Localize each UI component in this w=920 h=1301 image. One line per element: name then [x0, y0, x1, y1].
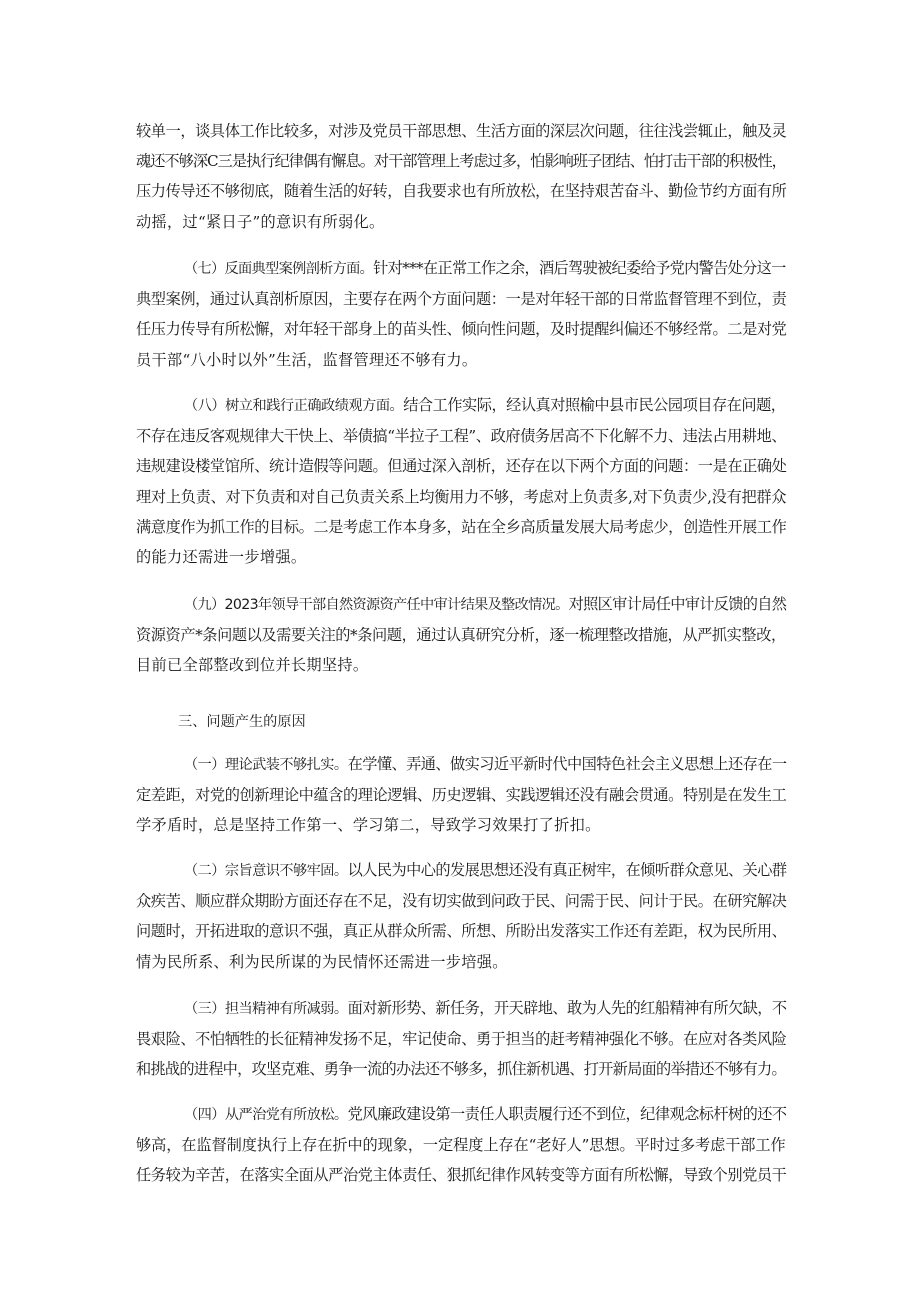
paragraph-lead: （一）理论武装不够扎实。: [184, 757, 348, 773]
text-line: 任务较为辛苦，在落实全面从严治党主体责任、狠抓纪律作风转变等方面有所松懈，导致个别党员干: [136, 1166, 787, 1185]
text-line-rest: 结合工作实际，经认真对照榆中县市民公园项目存在问题，: [403, 396, 786, 414]
text-line-first: [136, 1099, 786, 1130]
text-line: 任压力传导有所松懈，对年轻干部身上的苗头性、倾向性问题，及时提醒纠偏还不够经常。二是对党: [136, 320, 787, 339]
paragraph-audit-results: [136, 589, 786, 681]
text-line-first: [136, 253, 786, 284]
text-line: 众疾苦、顺应群众期盼方面还存在不足，没有切实做到问政于民、问需于民、问计于民。在研究解决: [136, 892, 787, 911]
paragraph-performance-view: [136, 390, 786, 572]
text-line: 违规建设楼堂馆所、统计造假等问题。但通过深入剖析，还存在以下两个方面的问题：一是在正确处: [136, 457, 787, 476]
paragraph-purpose-awareness: [136, 855, 786, 977]
paragraph-lead: （七）反面典型案例剖析方面。: [184, 261, 374, 277]
text-line: 畏艰险、不怕牺牲的长征精神发扬不足，牢记使命、勇于担当的赶考精神强化不够。在应对各类风险: [136, 1030, 787, 1049]
text-line: 资源资产*条问题以及需要关注的*条问题，通过认真研究分析，逐一梳理整改措施，从严抓实整改，: [136, 626, 786, 645]
text-line: 魂还不够深C三是执行纪律偶有懈息。对干部管理上考虑过多，怕影响班子团结、怕打击干部的积极性，: [136, 152, 786, 171]
paragraph-responsibility-spirit: [136, 993, 786, 1085]
paragraph-lead: （八）树立和践行正确政绩观方面。: [184, 398, 404, 414]
paragraph-theory-armament: [136, 749, 786, 841]
paragraph-lead: （九）2023年领导干部自然资源资产任中审计结果及整改情况。: [184, 597, 569, 613]
text-line: 满意度作为抓工作的目标。二是考虑工作本身多，站在全乡高质量发展大局考虑少，创造性开展工作: [136, 517, 787, 536]
text-line: 较单一，谈具体工作比较多，对涉及党员干部思想、生活方面的深层次问题，往往浅尝辄止，触及灵: [136, 122, 787, 140]
text-line-rest: 在学懂、弄通、做实习近平新时代中国特色社会主义思想上还存在一: [347, 755, 787, 773]
paragraph-typical-case-analysis: [136, 253, 786, 375]
text-line: 够高，在监督制度执行上存在折中的现象，一定程度上存在“老好人”思想。平时过多考虑干部工作: [136, 1136, 786, 1155]
text-line: 的能力还需进一步增强。: [136, 548, 307, 567]
paragraph-continuation: [136, 116, 786, 237]
paragraph-lead: （三）担当精神有所减弱。: [184, 1001, 348, 1017]
text-line: 动摇，过“紧日子”的意识有所弱化。: [136, 212, 385, 231]
text-line: 典型案例，通过认真剖析原因，主要存在两个方面问题：一是对年轻干部的日常监督管理不到位，责: [136, 290, 787, 309]
text-line: 目前已全部整改到位并长期坚持。: [136, 656, 369, 675]
text-line: 员干部“八小时以外”生活，监督管理还不够有力。: [136, 350, 478, 369]
text-line-rest: 对照区审计局任中审计反馈的自然: [568, 595, 787, 613]
text-line: 和挑战的进程中，攻坚克难、勇争一流的办法还不够多，抓住新机遇、打开新局面的举措还不够有力。: [136, 1060, 786, 1079]
text-line: 压力传导还不够彻底，随着生活的好转，自我要求也有所放松，在坚持艰苦奋斗、勤俭节约方面有所: [136, 182, 787, 201]
text-line-rest: 面对新形势、新任务，开天辟地、敢为人先的红船精神有所欠缺，不: [347, 999, 787, 1017]
text-line-first: [136, 589, 786, 620]
text-line: 问题时，开拓进取的意识不强，真正从群众所需、所想、所盼出发落实工作还有差距，权为民所用、: [136, 922, 787, 941]
text-line-first: [136, 390, 786, 421]
paragraph-lead: （四）从严治党有所放松。: [184, 1107, 348, 1123]
text-line-first: [136, 749, 786, 780]
text-line: 不存在违反客观规律大干快上、举债搞“半拉子工程”、政府债务居高不下化解不力、违法占用耕地、: [136, 427, 787, 446]
text-line-first: [136, 855, 786, 886]
paragraph-strict-governance: [136, 1099, 786, 1191]
section-heading: 三、问题产生的原因: [178, 714, 306, 730]
paragraph-lead: （二）宗旨意识不够牢固。: [184, 863, 348, 879]
text-line-rest: 党风廉政建设第一责任人职责履行还不到位，纪律观念标杆树的还不: [347, 1105, 787, 1123]
text-line: 定差距，对党的创新理论中蕴含的理论逻辑、历史逻辑、实践逻辑还没有融会贯通。特别是在发生工: [136, 786, 787, 805]
text-line-rest: 针对***在正常工作之余，酒后驾驶被纪委给予党内警告处分这一: [373, 259, 786, 277]
text-line-first: [136, 993, 786, 1024]
text-line-rest: 以人民为中心的发展思想还没有真正树牢，在倾听群众意见、关心群: [347, 861, 787, 879]
text-line: 情为民所系、利为民所谋的为民情怀还需进一步培强。: [136, 952, 508, 971]
text-line: 理对上负责、对下负责和对自己负责关系上均衡用力不够，考虑对上负责多,对下负责少,没有把群众: [136, 487, 787, 506]
text-line: 学矛盾时，总是坚持工作第一、学习第二，导致学习效果打了折扣。: [136, 816, 601, 835]
